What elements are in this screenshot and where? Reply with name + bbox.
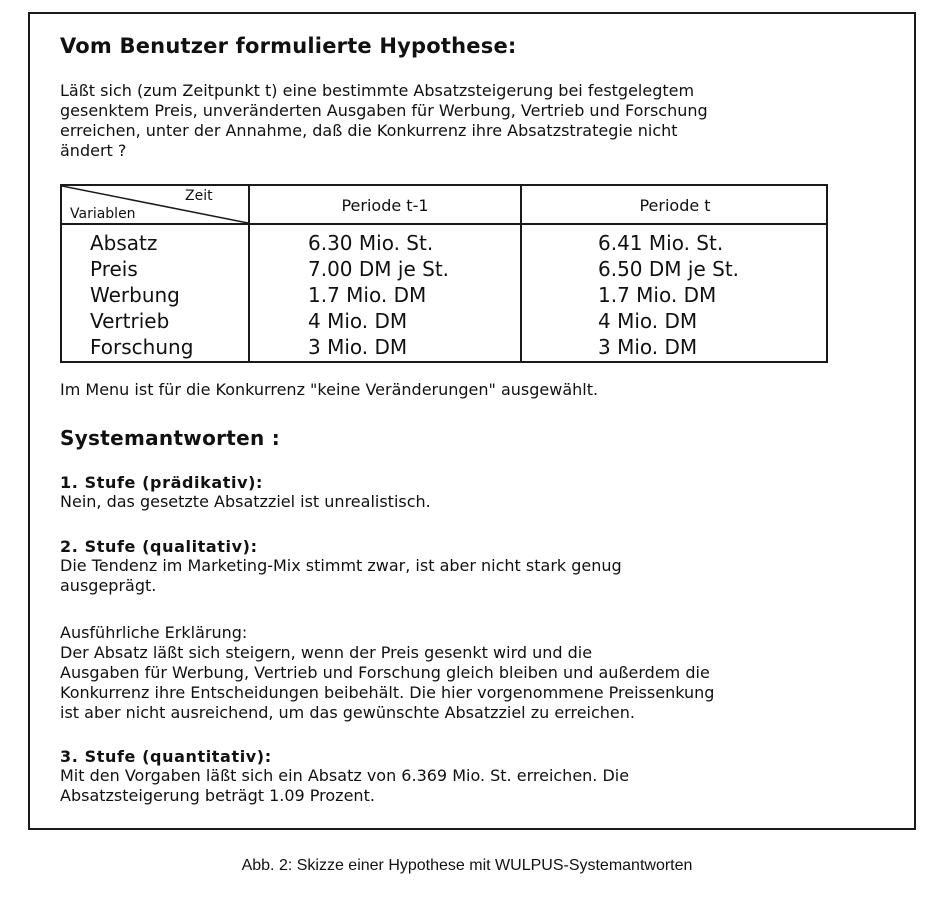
stufe2-text [60, 556, 622, 596]
header-divider [62, 223, 826, 225]
cell-werbung-t: 1.7 Mio. DM [598, 283, 717, 307]
text-line: Nein, das gesetzte Absatzziel ist unrealistisch. [60, 492, 431, 511]
corner-label-variablen: Variablen [70, 206, 136, 222]
variables-table [60, 184, 828, 363]
cell-forschung-t-1: 3 Mio. DM [308, 335, 408, 359]
text-line: Läßt sich (zum Zeitpunkt t) eine bestimmte Absatzsteigerung bei festgelegtem [60, 81, 695, 100]
text-line: gesenktem Preis, unveränderten Ausgaben für Werbung, Vertrieb und Forschung [60, 101, 708, 120]
cell-absatz-t-1: 6.30 Mio. St. [308, 231, 434, 255]
row-labels-column [90, 230, 193, 360]
cell-preis-t-1: 7.00 DM je St. [308, 257, 450, 281]
cell-forschung-t: 3 Mio. DM [598, 335, 698, 359]
cell-preis-t: 6.50 DM je St. [598, 257, 740, 281]
text-line: Ausführliche Erklärung: [60, 623, 248, 642]
figure-caption: Abb. 2: Skizze einer Hypothese mit WULPUS-Systemantworten [241, 857, 693, 874]
text-line: ändert ? [60, 141, 127, 160]
row-label-absatz: Absatz [90, 231, 158, 255]
stufe1-text [60, 492, 431, 512]
cell-vertrieb-t-1: 4 Mio. DM [308, 309, 408, 333]
column-header-period-t-1: Periode t-1 [341, 196, 429, 215]
text-line: Absatzsteigerung beträgt 1.09 Prozent. [60, 786, 375, 805]
cell-werbung-t-1: 1.7 Mio. DM [308, 283, 427, 307]
period-t-1-column [308, 230, 449, 360]
text-line: erreichen, unter der Annahme, daß die Konkurrenz ihre Absatzstrategie nicht [60, 121, 678, 140]
stufe1-title: 1. Stufe (prädikativ): [60, 473, 264, 492]
text-line: Ausgaben für Werbung, Vertrieb und Forschung gleich bleiben und außerdem die [60, 663, 710, 682]
hypothesis-question [60, 81, 708, 161]
cell-vertrieb-t: 4 Mio. DM [598, 309, 698, 333]
stufe3-text [60, 766, 629, 806]
stufe2-title: 2. Stufe (qualitativ): [60, 537, 258, 556]
row-label-preis: Preis [90, 257, 138, 281]
detailed-explanation [60, 623, 714, 723]
text-line: Mit den Vorgaben läßt sich ein Absatz von 6.369 Mio. St. erreichen. Die [60, 766, 630, 785]
row-label-vertrieb: Vertrieb [90, 309, 170, 333]
text-line: Die Tendenz im Marketing-Mix stimmt zwar, ist aber nicht stark genug [60, 556, 622, 575]
corner-label-zeit: Zeit [185, 188, 213, 204]
text-line: ist aber nicht ausreichend, um das gewünschte Absatzziel zu erreichen. [60, 703, 635, 722]
row-label-forschung: Forschung [90, 335, 194, 359]
answers-heading: Systemantworten : [60, 426, 281, 450]
period-t-column [598, 230, 739, 360]
hypothesis-heading: Vom Benutzer formulierte Hypothese: [60, 34, 517, 58]
text-line: Konkurrenz ihre Entscheidungen beibehält. Die hier vorgenommene Preissenkung [60, 683, 715, 702]
stufe3-title: 3. Stufe (quantitativ): [60, 747, 272, 766]
row-label-werbung: Werbung [90, 283, 180, 307]
text-line: Der Absatz läßt sich steigern, wenn der Preis gesenkt wird und die [60, 643, 593, 662]
cell-absatz-t: 6.41 Mio. St. [598, 231, 724, 255]
column-header-period-t: Periode t [639, 196, 711, 215]
text-line: ausgeprägt. [60, 576, 157, 595]
menu-note: Im Menu ist für die Konkurrenz "keine Veränderungen" ausgewählt. [60, 380, 599, 399]
